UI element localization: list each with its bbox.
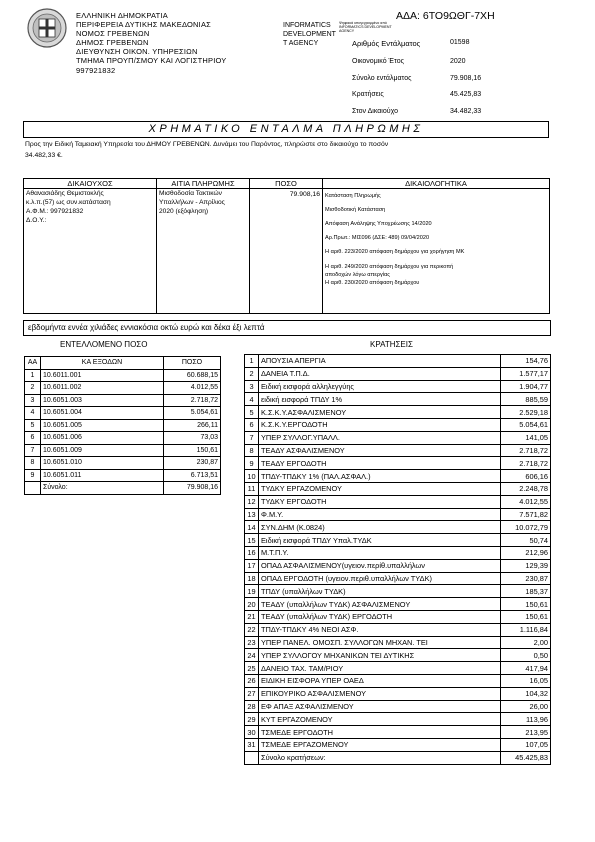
approved-row <box>25 394 221 407</box>
deduction-row-cell: ΤΠΔΥ-ΤΠΔΚΥ 1% (ΠΑΛ.ΑΣΦΑΛ.) <box>259 470 501 483</box>
signature-line: INFORMATICS <box>283 22 331 29</box>
header-line: ΤΜΗΜΑ ΠΡΟΥΠ/ΣΜΟΥ ΚΑΙ ΛΟΓΙΣΤΗΡΙΟΥ <box>76 56 227 65</box>
col-header-cause: ΑΙΤΙΑ ΠΛΗΡΩΜΗΣ <box>157 179 250 189</box>
deduction-row-cell: 885,59 <box>501 393 551 406</box>
deduction-row-cell: 8 <box>245 444 259 457</box>
deduction-row-cell: 1 <box>245 355 259 368</box>
deduction-row <box>245 444 551 457</box>
approved-row <box>25 444 221 457</box>
deduction-row-cell: 29 <box>245 713 259 726</box>
approved-header: ΠΟΣΟ <box>164 357 221 370</box>
deduction-row-cell: ΚΥΤ ΕΡΓΑΖΟΜΕΝΟΥ <box>259 713 501 726</box>
deduction-row <box>245 623 551 636</box>
deduction-row-cell: 12 <box>245 495 259 508</box>
deduction-row-cell: 2.248,78 <box>501 482 551 495</box>
approved-row-cell: 10.6011.002 <box>41 382 164 395</box>
approved-header: ΚΑ ΕΞΟΔΩΝ <box>41 357 164 370</box>
deduction-row-cell: Ειδική εισφορά αλληλεγγύης <box>259 380 501 393</box>
deduction-row-cell: 0,50 <box>501 649 551 662</box>
deduction-row-cell: 129,39 <box>501 559 551 572</box>
deduction-row <box>245 726 551 739</box>
deduction-row <box>245 521 551 534</box>
deduction-row-cell: 154,76 <box>501 355 551 368</box>
deduction-row-cell: 26 <box>245 674 259 687</box>
deduction-row-cell: 15 <box>245 534 259 547</box>
deduction-row <box>245 457 551 470</box>
deduction-row-cell: ΤΥΔΚΥ ΕΡΓΑΖΟΜΕΝΟΥ <box>259 482 501 495</box>
deduction-row <box>245 662 551 675</box>
approved-row-cell: 9 <box>25 469 41 482</box>
deduction-row-cell: 50,74 <box>501 534 551 547</box>
deduction-row <box>245 393 551 406</box>
deduction-row-cell: ΥΠΕΡ ΣΥΛΛΟΓΟΥ ΜΗΧΑΝΙΚΩΝ ΤΕΙ ΔΥΤΙΚΗΣ <box>259 649 501 662</box>
document-line: αποδοχών λόγω απεργίας <box>325 272 390 278</box>
approved-row-cell: 1 <box>25 369 41 382</box>
deduction-row-cell: Φ.Μ.Υ. <box>259 508 501 521</box>
deduction-row-cell: 417,94 <box>501 662 551 675</box>
deduction-row-cell: 6 <box>245 418 259 431</box>
deduction-row-cell: ΔΑΝΕΙΑ Τ.Π.Δ. <box>259 367 501 380</box>
deduction-row-cell: Μ.Τ.Π.Υ. <box>259 546 501 559</box>
deduction-row-cell: Κ.Σ.Κ.Υ.ΕΡΓΟΔΟΤΗ <box>259 418 501 431</box>
deduction-row-cell: 2.529,18 <box>501 406 551 419</box>
deduction-row-cell: ΤΠΔΥ (υπαλλήλων ΤΥΔΚ) <box>259 585 501 598</box>
approved-row-cell: 10.6051.010 <box>41 457 164 470</box>
deduction-row-cell: 213,95 <box>501 726 551 739</box>
deduction-row-cell: 22 <box>245 623 259 636</box>
deduction-row-cell: 9 <box>245 457 259 470</box>
deductions-total: 45.425,83 <box>501 751 551 764</box>
deduction-row-cell: 27 <box>245 687 259 700</box>
deduction-row-cell: ΤΕΑΔΥ (υπαλλήλων ΤΥΔΚ) ΕΡΓΟΔΟΤΗ <box>259 610 501 623</box>
approved-row-cell: 10.6051.003 <box>41 394 164 407</box>
amount-in-words: εβδομήντα εννέα χιλιάδες εννιακόσια οκτώ ευρώ και δέκα έξι λεπτά <box>28 323 265 332</box>
approved-row-cell: 150,61 <box>164 444 221 457</box>
greek-emblem-icon <box>26 7 68 49</box>
deduction-row-cell: 7.571,82 <box>501 508 551 521</box>
approved-row-cell: 4.012,55 <box>164 382 221 395</box>
deduction-row <box>245 534 551 547</box>
deductions-table <box>244 354 551 765</box>
approved-row-cell: 6.713,51 <box>164 469 221 482</box>
deduction-row-cell: 113,96 <box>501 713 551 726</box>
deduction-row <box>245 738 551 751</box>
approved-total: 79.908,16 <box>164 482 221 495</box>
deduction-row <box>245 482 551 495</box>
amount-cell: 79.908,16 <box>250 189 323 314</box>
deduction-row-cell: 18 <box>245 572 259 585</box>
approved-row-cell: 3 <box>25 394 41 407</box>
approved-row-cell: 10.6051.004 <box>41 407 164 420</box>
approved-table <box>24 356 221 495</box>
deduction-row-cell: 20 <box>245 598 259 611</box>
deduction-row-cell: ΤΕΑΔΥ (υπαλλήλων ΤΥΔΚ) ΑΣΦΑΛΙΣΜΕΝΟΥ <box>259 598 501 611</box>
approved-header: ΑΑ <box>25 357 41 370</box>
deductions-title: ΚΡΑΤΗΣΕΙΣ <box>370 340 413 349</box>
deduction-row-cell: 16 <box>245 546 259 559</box>
deduction-row <box>245 355 551 368</box>
approved-row-cell: 5 <box>25 419 41 432</box>
deduction-row <box>245 406 551 419</box>
approved-row-cell: 4 <box>25 407 41 420</box>
deduction-row-cell: 17 <box>245 559 259 572</box>
deduction-row-cell: ειδική εισφορά ΤΠΔΥ 1% <box>259 393 501 406</box>
signature-line: T AGENCY <box>283 40 319 47</box>
meta-label: Σύνολο εντάλματος <box>352 75 412 82</box>
amount-in-words-box <box>23 320 551 336</box>
deduction-row-cell: Ειδική εισφορά ΤΠΔΥ Υπαλ.ΤΥΔΚ <box>259 534 501 547</box>
beneficiary-line: Αθανασιάδης Θεμιστοκλής <box>26 190 104 197</box>
deduction-row-cell: 5.054,61 <box>501 418 551 431</box>
approved-title: ΕΝΤΕΛΛΟΜΕΝΟ ΠΟΣΟ <box>60 340 148 349</box>
document-line: Η αριθ. 249/2020 απόφαση δημάρχου για περικοπή <box>325 264 454 270</box>
signature-fine-print: Ψηφιακά υπογεγραμμένο από INFORMATICS DEVELOPMENT AGENCY <box>339 21 392 34</box>
deduction-row-cell: ΤΣΜΕΔΕ ΕΡΓΟΔΟΤΗ <box>259 726 501 739</box>
deduction-row <box>245 610 551 623</box>
document-line: Μισθοδοτική Κατάσταση <box>325 207 386 213</box>
col-header-amount: ΠΟΣΟ <box>250 179 323 189</box>
deduction-row-cell: ΕΙΔΙΚΗ ΕΙΣΦΟΡΑ ΥΠΕΡ ΟΑΕΔ <box>259 674 501 687</box>
meta-label: Αριθμός Εντάλματος <box>352 39 421 48</box>
deduction-row-cell: 230,87 <box>501 572 551 585</box>
deduction-row <box>245 470 551 483</box>
intro-amount: 34.482,33 €. <box>25 152 63 159</box>
deduction-row-cell: 7 <box>245 431 259 444</box>
approved-row-cell: 10.6011.001 <box>41 369 164 382</box>
intro-text: Προς την Ειδική Ταμειακή Υπηρεσία του ΔΗΜΟΥ ΓΡΕΒΕΝΩΝ. Δυνάμει του Παρόντος, πληρώστε στο δικαιούχο το ποσόν <box>25 141 389 148</box>
deduction-row-cell: 26,00 <box>501 700 551 713</box>
meta-value: 45.425,83 <box>450 91 482 98</box>
deduction-row <box>245 585 551 598</box>
deduction-row-cell: 185,37 <box>501 585 551 598</box>
approved-row-cell: 10.6051.011 <box>41 469 164 482</box>
deduction-row-cell: ΤΣΜΕΔΕ ΕΡΓΑΖΟΜΕΝΟΥ <box>259 738 501 751</box>
deduction-row <box>245 495 551 508</box>
document-line: Αρ.Πρωτ.: ΜΙΣ096 (ΔΣΕ: 489) 09/04/2020 <box>325 235 430 241</box>
meta-label: Οικονομικό Έτος <box>352 58 404 65</box>
deduction-row-cell: 150,61 <box>501 610 551 623</box>
approved-row-cell: 6 <box>25 432 41 445</box>
deduction-row-cell: 3 <box>245 380 259 393</box>
deduction-row-cell: 30 <box>245 726 259 739</box>
beneficiary-line: Δ.Ο.Υ.: <box>26 217 47 224</box>
deduction-row <box>245 431 551 444</box>
deduction-row <box>245 367 551 380</box>
deduction-row <box>245 700 551 713</box>
deduction-row-cell: 212,96 <box>501 546 551 559</box>
deduction-row-cell: ΟΠΑΔ ΕΡΓΟΔΟΤΗ (υγειον.περιθ.υπαλλήλων ΤΥΔΚ) <box>259 572 501 585</box>
deduction-row <box>245 687 551 700</box>
document-line: Κατάσταση Πληρωμής <box>325 193 381 199</box>
beneficiary-cell <box>24 189 157 314</box>
header-vat-number: 997921832 <box>76 66 116 75</box>
deduction-row-cell: ΕΦ ΑΠΑΞ ΑΣΦΑΛΙΣΜΕΝΟΥ <box>259 700 501 713</box>
beneficiary-line: Α.Φ.Μ.: 997921832 <box>26 208 84 215</box>
approved-row <box>25 457 221 470</box>
approved-row-cell: 10.6051.005 <box>41 419 164 432</box>
deduction-row-cell: 24 <box>245 649 259 662</box>
approved-row-cell: 5.054,61 <box>164 407 221 420</box>
deduction-row <box>245 508 551 521</box>
approved-row-cell: 7 <box>25 444 41 457</box>
approved-row-cell: 8 <box>25 457 41 470</box>
document-line: Η αριθ. 230/2020 απόφαση δημάρχου <box>325 280 420 286</box>
deduction-row-cell: 31 <box>245 738 259 751</box>
deduction-row-cell: 1.577,17 <box>501 367 551 380</box>
deduction-row-cell: 10.072,79 <box>501 521 551 534</box>
deduction-row-cell: 25 <box>245 662 259 675</box>
deduction-row-cell: 2.718,72 <box>501 444 551 457</box>
cause-cell <box>157 189 250 314</box>
header-line: ΝΟΜΟΣ ΓΡΕΒΕΝΩΝ <box>76 29 150 38</box>
cause-line: 2020 (εξόφληση) <box>159 208 209 215</box>
deductions-total-blank <box>245 751 259 764</box>
deduction-row-cell: ΤΠΔΥ-ΤΠΔΚΥ 4% ΝΕΟΙ ΑΣΦ. <box>259 623 501 636</box>
deduction-row-cell: ΕΠΙΚΟΥΡΙΚΟ ΑΣΦΑΛΙΣΜΕΝΟΥ <box>259 687 501 700</box>
approved-row-cell: 73,03 <box>164 432 221 445</box>
document-line: Η αριθ. 223/2020 απόφαση δημάρχου για χορήγηση ΜΚ <box>325 249 465 255</box>
deduction-row-cell: 2.718,72 <box>501 457 551 470</box>
approved-total-label: Σύνολο: <box>41 482 164 495</box>
deduction-row <box>245 636 551 649</box>
deduction-row-cell: 2,00 <box>501 636 551 649</box>
deduction-row-cell: ΑΠΟΥΣΙΑ ΑΠΕΡΓΙΑ <box>259 355 501 368</box>
deduction-row-cell: 5 <box>245 406 259 419</box>
deduction-row-cell: 21 <box>245 610 259 623</box>
deduction-row-cell: 1.904,77 <box>501 380 551 393</box>
approved-row-cell: 2.718,72 <box>164 394 221 407</box>
header-line: ΔΙΕΥΘΥΝΣΗ ΟΙΚΟΝ. ΥΠΗΡΕΣΙΩΝ <box>76 47 198 56</box>
approved-row <box>25 382 221 395</box>
header-line: ΠΕΡΙΦΕΡΕΙΑ ΔΥΤΙΚΗΣ ΜΑΚΕΔΟΝΙΑΣ <box>76 20 211 29</box>
deduction-row-cell: 606,16 <box>501 470 551 483</box>
deduction-row-cell: 107,05 <box>501 738 551 751</box>
deduction-row-cell: 2 <box>245 367 259 380</box>
approved-row-cell: 2 <box>25 382 41 395</box>
deduction-row-cell: ΥΠΕΡ ΠΑΝΕΛ. ΟΜΟΣΠ. ΣΥΛΛΟΓΩΝ ΜΗΧΑΝ. ΤΕΙ <box>259 636 501 649</box>
deduction-row <box>245 418 551 431</box>
deduction-row <box>245 713 551 726</box>
deduction-row-cell: ΤΥΔΚΥ ΕΡΓΟΔΟΤΗ <box>259 495 501 508</box>
ada-code: ΑΔΑ: 6ΤΟ9ΩΘΓ-7ΧΗ <box>396 10 495 22</box>
deduction-row <box>245 674 551 687</box>
approved-row-cell: 230,87 <box>164 457 221 470</box>
deduction-row-cell: 141,05 <box>501 431 551 444</box>
title-box <box>23 121 549 138</box>
meta-value: 01598 <box>450 39 470 46</box>
cause-line: Υπαλλήλων - Απρίλιος <box>159 199 225 206</box>
approved-row <box>25 432 221 445</box>
approved-row-cell: 60.688,15 <box>164 369 221 382</box>
deduction-row <box>245 559 551 572</box>
beneficiary-line: κ.λ.π.(57) ως συν.κατάσταση <box>26 199 111 206</box>
deduction-row-cell: ΤΕΑΔΥ ΕΡΓΟΔΟΤΗ <box>259 457 501 470</box>
deduction-row <box>245 546 551 559</box>
deduction-row-cell: 16,05 <box>501 674 551 687</box>
col-header-documents: ΔΙΚΑΙΟΛΟΓΗΤΙΚΑ <box>323 179 550 189</box>
deduction-row-cell: 150,61 <box>501 598 551 611</box>
deduction-row-cell: 10 <box>245 470 259 483</box>
deduction-row-cell: ΟΠΑΔ ΑΣΦΑΛΙΣΜΕΝΟΥ(υγειον.περίθ.υπαλλήλων <box>259 559 501 572</box>
deduction-row-cell: 1.116,84 <box>501 623 551 636</box>
col-header-beneficiary: ΔΙΚΑΙΟΥΧΟΣ <box>24 179 157 189</box>
deduction-row-cell: 4 <box>245 393 259 406</box>
deduction-row-cell: 104,32 <box>501 687 551 700</box>
deduction-row <box>245 649 551 662</box>
main-table <box>23 178 549 316</box>
meta-value: 2020 <box>450 58 466 65</box>
documents-cell <box>323 189 550 314</box>
approved-row <box>25 419 221 432</box>
header-line: ΔΗΜΟΣ ΓΡΕΒΕΝΩΝ <box>76 38 149 47</box>
meta-label: Στον Δικαιούχο <box>352 108 398 115</box>
approved-row-cell: 10.6051.009 <box>41 444 164 457</box>
meta-value: 34.482,33 <box>450 108 482 115</box>
meta-label: Κρατήσεις <box>352 91 384 98</box>
deduction-row <box>245 380 551 393</box>
deduction-row-cell: 4.012,55 <box>501 495 551 508</box>
deduction-row-cell: 13 <box>245 508 259 521</box>
approved-row-cell: 266,11 <box>164 419 221 432</box>
deduction-row-cell: Κ.Σ.Κ.Υ.ΑΣΦΑΛΙΣΜΕΝΟΥ <box>259 406 501 419</box>
deduction-row-cell: ΔΑΝΕΙΟ ΤΑΧ. ΤΑΜ/ΡΙΟΥ <box>259 662 501 675</box>
deduction-row <box>245 598 551 611</box>
document-line: Απόφαση Ανάληψης Υποχρέωσης 14/2020 <box>325 221 432 227</box>
header-line: ΕΛΛΗΝΙΚΗ ΔΗΜΟΚΡΑΤΙΑ <box>76 11 168 20</box>
deduction-row-cell: 23 <box>245 636 259 649</box>
approved-row-cell: 10.6051.006 <box>41 432 164 445</box>
cause-line: Μισθοδοσία Τακτικών <box>159 190 222 197</box>
page-title: ΧΡΗΜΑΤΙΚΟ ΕΝΤΑΛΜΑ ΠΛΗΡΩΜΗΣ <box>148 123 424 135</box>
deductions-total-label: Σύνολο κρατήσεων: <box>259 751 501 764</box>
approved-row <box>25 469 221 482</box>
deduction-row-cell: ΥΠΕΡ ΣΥΛΛΟΓ.ΥΠΑΛΛ. <box>259 431 501 444</box>
approved-row <box>25 369 221 382</box>
meta-value: 79.908,16 <box>450 75 482 82</box>
deduction-row-cell: 14 <box>245 521 259 534</box>
deduction-row-cell: 11 <box>245 482 259 495</box>
deduction-row <box>245 572 551 585</box>
signature-line: DEVELOPMENT <box>283 31 336 38</box>
approved-row <box>25 407 221 420</box>
deduction-row-cell: 19 <box>245 585 259 598</box>
deduction-row-cell: ΤΕΑΔΥ ΑΣΦΑΛΙΣΜΕΝΟΥ <box>259 444 501 457</box>
approved-total-blank <box>25 482 41 495</box>
deduction-row-cell: 28 <box>245 700 259 713</box>
deduction-row-cell: ΣΥΝ.ΔΗΜ (Κ.0824) <box>259 521 501 534</box>
